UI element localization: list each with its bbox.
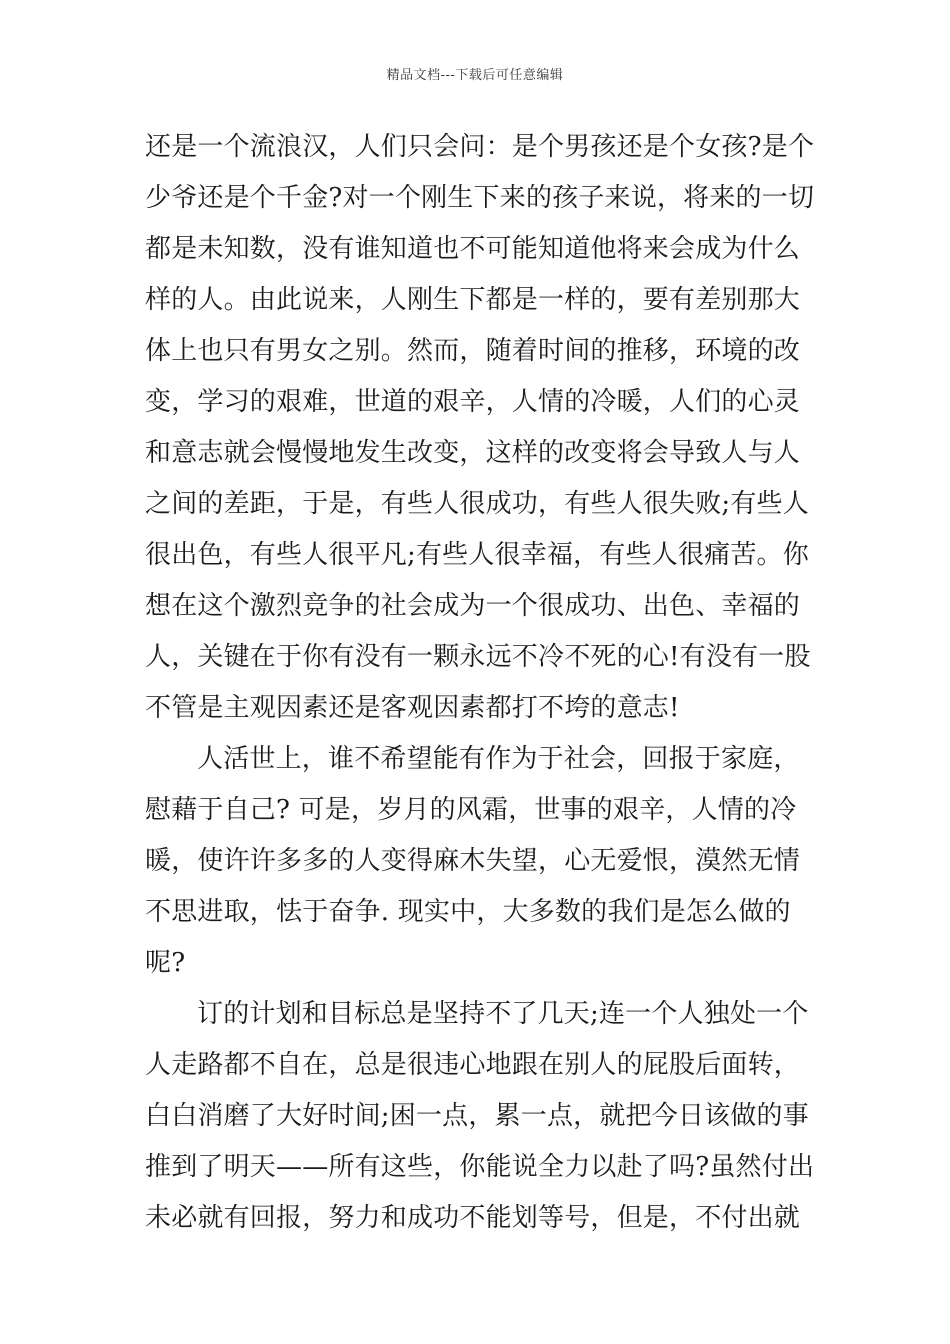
text-line: 慰藉于自己? 可是，岁月的风霜，世事的艰辛，人情的冷 [145, 795, 797, 825]
text-line: 暖，使许许多多的人变得麻木失望，心无爱恨，漠然无情 [145, 846, 801, 876]
text-line: 未必就有回报，努力和成功不能划等号，但是，不付出就 [145, 1203, 801, 1233]
text-line: 呢? [145, 948, 186, 978]
page-header: 精品文档---下载后可任意编辑 [386, 68, 564, 83]
text-line: 还是一个流浪汉，人们只会问：是个男孩还是个女孩?是个 [145, 132, 815, 162]
text-line: 人活世上，谁不希望能有作为于社会，回报于家庭， [197, 744, 800, 774]
text-line: 和意志就会慢慢地发生改变，这样的改变将会导致人与人 [145, 438, 801, 468]
text-line: 体上也只有男女之别。然而，随着时间的推移，环境的改 [145, 336, 801, 366]
text-line: 订的计划和目标总是坚持不了几天;连一个人独处一个 [197, 999, 809, 1029]
text-line: 人，关键在于你有没有一颗永远不冷不死的心!有没有一股 [145, 642, 811, 672]
text-line: 白白消磨了大好时间;困一点，累一点，就把今日该做的事 [145, 1101, 809, 1131]
text-line: 之间的差距，于是，有些人很成功，有些人很失败;有些人 [145, 489, 809, 519]
paragraph-3 [145, 989, 815, 1244]
text-line: 想在这个激烈竞争的社会成为一个很成功、出色、幸福的 [145, 591, 801, 621]
text-line: 推到了明天——所有这些，你能说全力以赴了吗?虽然付出 [145, 1152, 815, 1182]
text-line: 都是未知数，没有谁知道也不可能知道他将来会成为什么 [145, 234, 801, 264]
paragraph-2 [145, 734, 810, 989]
text-line: 人走路都不自在，总是很违心地跟在别人的屁股后面转， [145, 1050, 801, 1080]
text-line: 不思进取，怯于奋争. 现实中，大多数的我们是怎么做的 [145, 897, 791, 927]
text-line: 很出色，有些人很平凡;有些人很幸福，有些人很痛苦。你 [145, 540, 809, 570]
document-body [145, 122, 815, 1244]
paragraph-1 [145, 122, 815, 734]
text-line: 不管是主观因素还是客观因素都打不垮的意志! [145, 693, 680, 723]
text-line: 变，学习的艰难，世道的艰辛，人情的冷暖，人们的心灵 [145, 387, 801, 417]
text-line: 样的人。由此说来，人刚生下都是一样的，要有差别那大 [145, 285, 801, 315]
text-line: 少爷还是个千金?对一个刚生下来的孩子来说，将来的一切 [145, 183, 815, 213]
